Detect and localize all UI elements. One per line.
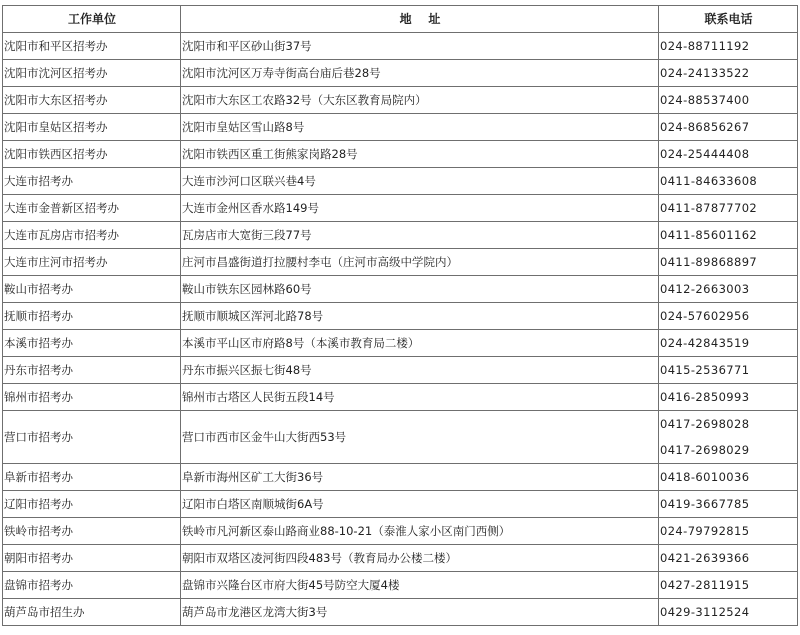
unit-cell: 本溪市招考办: [3, 330, 181, 357]
phone-cell: [659, 303, 798, 330]
address-cell: 葫芦岛市龙港区龙湾大街3号: [181, 599, 659, 626]
unit-cell: 大连市招考办: [3, 168, 181, 195]
table-row: [3, 141, 798, 168]
address-cell: 抚顺市顺城区浑河北路78号: [181, 303, 659, 330]
unit-cell: 盘锦市招考办: [3, 572, 181, 599]
header-unit: 工作单位: [3, 6, 181, 33]
address-cell: 庄河市昌盛街道打拉腰村李屯（庄河市高级中学院内）: [181, 249, 659, 276]
phone-number: 024-79792815: [660, 524, 750, 538]
address-cell: 大连市沙河口区联兴巷4号: [181, 168, 659, 195]
address-cell: 锦州市古塔区人民街五段14号: [181, 384, 659, 411]
address-cell: 营口市西市区金牛山大街西53号: [181, 411, 659, 464]
phone-number: 0427-2811915: [660, 578, 750, 592]
table-row: [3, 168, 798, 195]
phone-cell: [659, 572, 798, 599]
address-cell: 瓦房店市大宽街三段77号: [181, 222, 659, 249]
phone-number: 024-57602956: [660, 309, 750, 323]
table-row: [3, 572, 798, 599]
unit-cell: 锦州市招考办: [3, 384, 181, 411]
phone-cell: [659, 33, 798, 60]
unit-cell: 鞍山市招考办: [3, 276, 181, 303]
unit-cell: 沈阳市皇姑区招考办: [3, 114, 181, 141]
contacts-table: [2, 5, 798, 626]
unit-cell: 营口市招考办: [3, 411, 181, 464]
address-cell: 本溪市平山区市府路8号（本溪市教育局二楼）: [181, 330, 659, 357]
address-cell: 辽阳市白塔区南顺城街6A号: [181, 491, 659, 518]
address-cell: 大连市金州区香水路149号: [181, 195, 659, 222]
phone-number: 024-42843519: [660, 336, 750, 350]
unit-cell: 丹东市招考办: [3, 357, 181, 384]
phone-number: 0418-6010036: [660, 470, 750, 484]
unit-cell: 沈阳市沈河区招考办: [3, 60, 181, 87]
table-row: [3, 87, 798, 114]
phone-number: 0411-85601162: [660, 228, 758, 242]
phone-cell: [659, 276, 798, 303]
table-row: [3, 303, 798, 330]
header-phone: 联系电话: [659, 6, 798, 33]
phone-cell: [659, 141, 798, 168]
phone-number: 024-88537400: [660, 93, 750, 107]
header-row: [3, 6, 798, 33]
unit-cell: 抚顺市招考办: [3, 303, 181, 330]
address-cell: 鞍山市铁东区园林路60号: [181, 276, 659, 303]
unit-cell: 辽阳市招考办: [3, 491, 181, 518]
phone-number: 024-86856267: [660, 120, 750, 134]
address-cell: 铁岭市凡河新区泰山路商业88-10-21（泰淮人家小区南门西侧）: [181, 518, 659, 545]
table-body: [3, 33, 798, 626]
unit-cell: 大连市庄河市招考办: [3, 249, 181, 276]
address-cell: 朝阳市双塔区凌河街四段483号（教育局办公楼二楼）: [181, 545, 659, 572]
phone-cell: [659, 357, 798, 384]
phone-number: 024-24133522: [660, 66, 750, 80]
unit-cell: 铁岭市招考办: [3, 518, 181, 545]
table-row: [3, 276, 798, 303]
phone-number: 0421-2639366: [660, 551, 750, 565]
unit-cell: 沈阳市大东区招考办: [3, 87, 181, 114]
table-row: [3, 222, 798, 249]
address-cell: 沈阳市大东区工农路32号（大东区教育局院内）: [181, 87, 659, 114]
header-address: 地 址: [181, 6, 659, 33]
unit-cell: 葫芦岛市招生办: [3, 599, 181, 626]
phone-cell: [659, 330, 798, 357]
address-cell: 沈阳市皇姑区雪山路8号: [181, 114, 659, 141]
address-cell: 沈阳市沈河区万寿寺街高台庙后巷28号: [181, 60, 659, 87]
phone-cell: [659, 518, 798, 545]
phone-number: 0412-2663003: [660, 282, 750, 296]
phone-cell: [659, 60, 798, 87]
phone-cell: [659, 491, 798, 518]
phone-number: 0417-2698029: [660, 443, 750, 457]
table-row: [3, 114, 798, 141]
phone-cell: [659, 545, 798, 572]
phone-cell: [659, 384, 798, 411]
table-row: [3, 33, 798, 60]
unit-cell: 大连市金普新区招考办: [3, 195, 181, 222]
table-row: [3, 491, 798, 518]
table-row: [3, 384, 798, 411]
phone-cell: [659, 222, 798, 249]
phone-number: 0417-2698028: [660, 417, 750, 431]
phone-cell: [659, 195, 798, 222]
table-row: [3, 330, 798, 357]
table-row: [3, 60, 798, 87]
phone-cell: [659, 411, 798, 464]
phone-number: 0416-2850993: [660, 390, 750, 404]
phone-cell: [659, 249, 798, 276]
phone-number: 0411-89868897: [660, 255, 758, 269]
phone-number: 0411-87877702: [660, 201, 758, 215]
table-row: [3, 411, 798, 464]
phone-number: 024-25444408: [660, 147, 750, 161]
address-cell: 沈阳市铁西区重工街熊家岗路28号: [181, 141, 659, 168]
table-row: [3, 357, 798, 384]
address-cell: 盘锦市兴隆台区市府大街45号防空大厦4楼: [181, 572, 659, 599]
unit-cell: 沈阳市铁西区招考办: [3, 141, 181, 168]
phone-cell: [659, 87, 798, 114]
table-row: [3, 599, 798, 626]
phone-number: 024-88711192: [660, 39, 750, 53]
unit-cell: 大连市瓦房店市招考办: [3, 222, 181, 249]
address-cell: 丹东市振兴区振七街48号: [181, 357, 659, 384]
phone-number: 0415-2536771: [660, 363, 750, 377]
phone-cell: [659, 114, 798, 141]
phone-number: 0429-3112524: [660, 605, 750, 619]
unit-cell: 朝阳市招考办: [3, 545, 181, 572]
unit-cell: 沈阳市和平区招考办: [3, 33, 181, 60]
table-row: [3, 545, 798, 572]
phone-number: 0419-3667785: [660, 497, 750, 511]
phone-cell: [659, 464, 798, 491]
table-row: [3, 518, 798, 545]
table-row: [3, 464, 798, 491]
table-row: [3, 249, 798, 276]
address-cell: 沈阳市和平区砂山街37号: [181, 33, 659, 60]
table-row: [3, 195, 798, 222]
phone-cell: [659, 599, 798, 626]
address-cell: 阜新市海州区矿工大街36号: [181, 464, 659, 491]
phone-number: 0411-84633608: [660, 174, 758, 188]
phone-cell: [659, 168, 798, 195]
unit-cell: 阜新市招考办: [3, 464, 181, 491]
